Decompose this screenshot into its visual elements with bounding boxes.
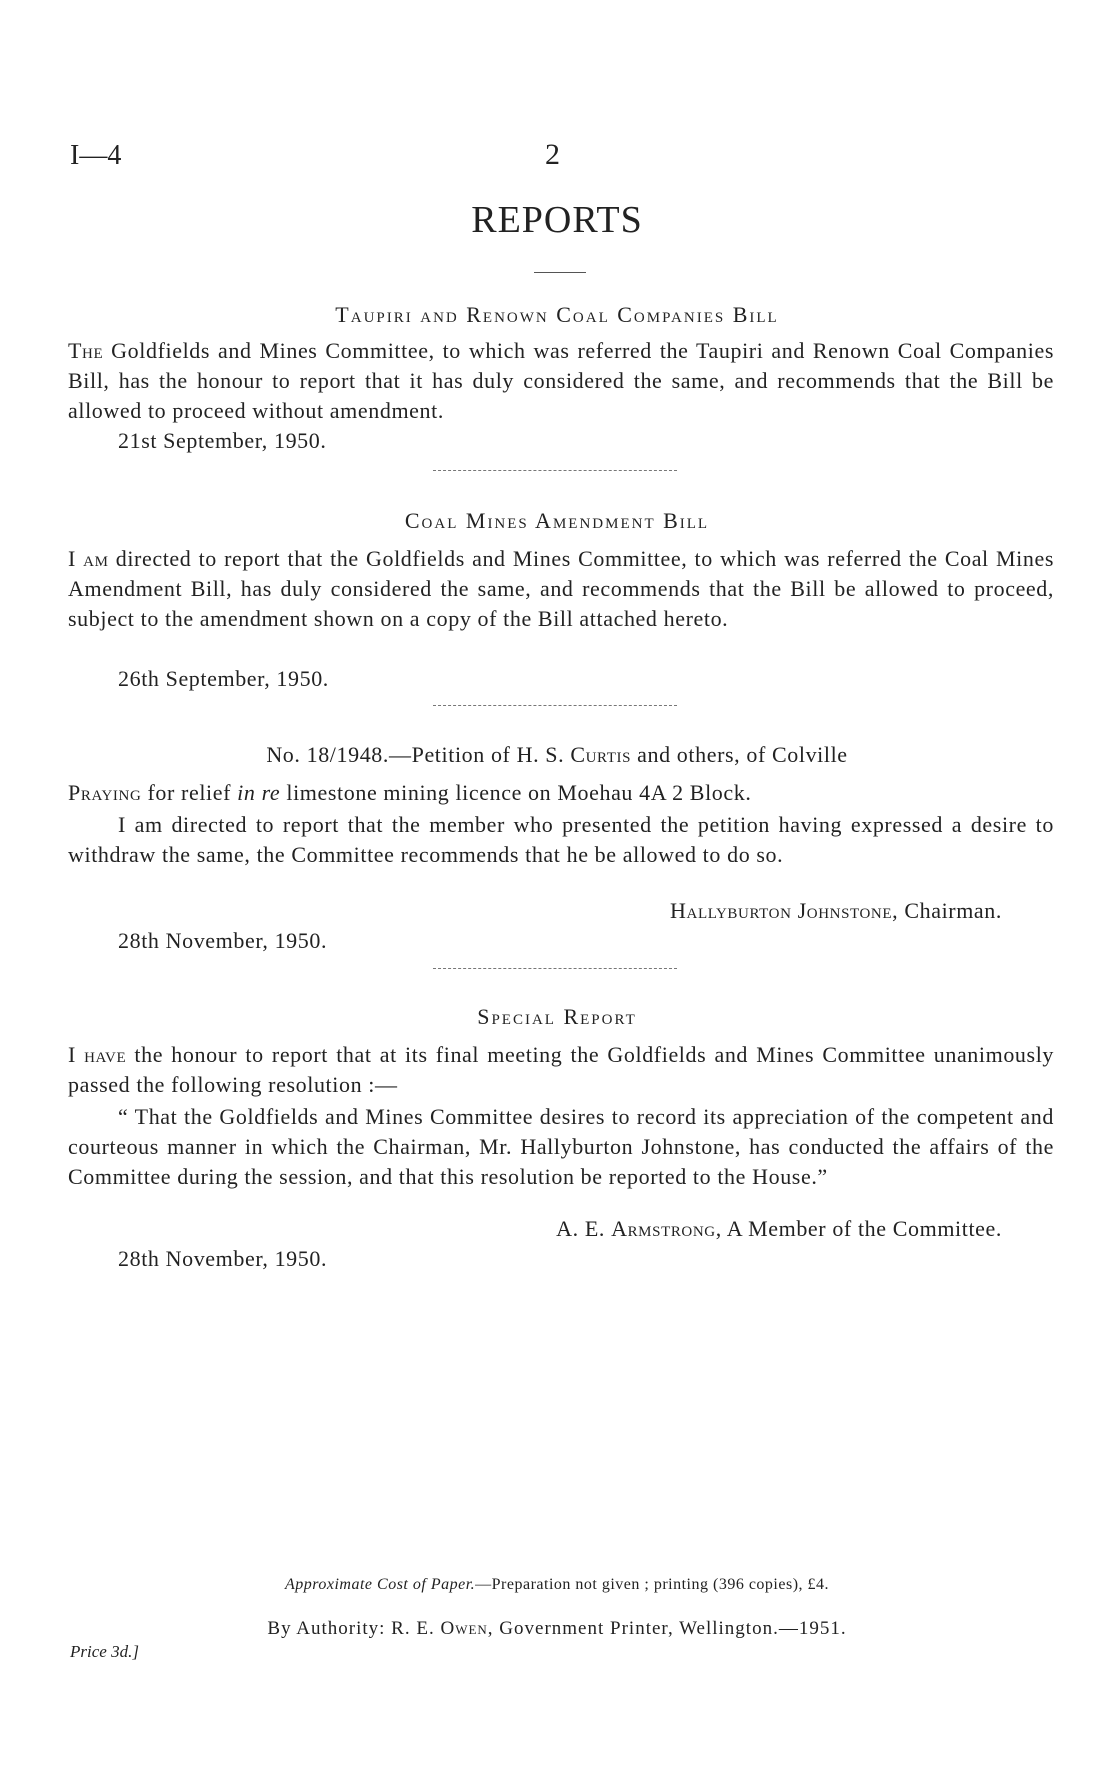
special-report-resolution: “ That the Goldfields and Mines Committee desires to record its appreciation of the competent and courteous manner in which the Chairman, Mr. Hallyburton Johnstone, has conducted the affairs of the Committee during the session, and that this resolution be reported to the House.” <box>68 1104 1054 1189</box>
petition-prayer <box>68 778 1054 808</box>
section-date-coal-mines: 26th September, 1950. <box>118 666 329 691</box>
section-body-coal-mines <box>68 544 1054 634</box>
section-divider <box>433 968 677 969</box>
section-date-petition: 28th November, 1950. <box>118 928 328 953</box>
special-report-body <box>68 1040 1054 1100</box>
section-divider <box>433 470 677 471</box>
heading-name: Curtis <box>570 742 632 767</box>
lead-word: I have <box>68 1042 127 1067</box>
lead-word: I am <box>68 546 109 571</box>
page-reference: I—4 <box>70 140 122 171</box>
section-divider <box>433 705 677 706</box>
printer-name: Owen <box>440 1618 488 1639</box>
section-heading-petition <box>0 742 1114 768</box>
heading-tail: and others, of Colville <box>631 742 848 767</box>
petition-body: I am directed to report that the member who presented the petition having expressed a desire to withdraw the same, the Committee recommends that he be allowed to do so. <box>68 812 1054 867</box>
body-text: Goldfields and Mines Committee, to which was referred the Taupiri and Renown Coal Companies Bill, has the honour to report that it has duly considered the same, and recommends that the Bill be allowed to proceed without amendment. <box>68 338 1054 423</box>
section-date-taupiri: 21st September, 1950. <box>118 428 327 453</box>
body-text: for relief <box>141 780 238 805</box>
signature-role: , A Member of the Committee. <box>715 1216 1002 1241</box>
body-text: directed to report that the Goldfields and Mines Committee, to which was referred the Coal Mines Amendment Bill, has duly considered the same, and recommends that the Bill be allowed to proceed, subject to the amendment shown on a copy of the Bill attached hereto. <box>68 546 1054 631</box>
body-text: limestone mining licence on Moehau 4A 2 Block. <box>280 780 752 805</box>
heading-text: No. 18/1948.—Petition of H. S. <box>266 742 571 767</box>
lead-word: Praying <box>68 780 142 805</box>
italic-term: in re <box>237 780 281 805</box>
member-signature <box>556 1216 1002 1242</box>
cost-label: Approximate Cost of Paper. <box>284 1576 476 1593</box>
section-heading-coal-mines: Coal Mines Amendment Bill <box>404 508 710 533</box>
signature-name: Armstrong <box>611 1216 716 1241</box>
section-heading-taupiri: Taupiri and Renown Coal Companies Bill <box>335 302 779 327</box>
signature-name: Hallyburton Johnstone <box>670 898 893 923</box>
section-heading-special-report: Special Report <box>477 1004 637 1029</box>
printer-imprint <box>0 1618 1114 1640</box>
signature-role: , Chairman. <box>892 898 1002 923</box>
section-body-taupiri <box>68 336 1054 426</box>
lead-word: The <box>68 338 104 363</box>
page-number: 2 <box>545 138 560 171</box>
signature-prefix: A. E. <box>556 1216 612 1241</box>
chairman-signature <box>670 898 1002 924</box>
cost-of-paper <box>0 1576 1114 1594</box>
cost-text: —Preparation not given ; printing (396 copies), £4. <box>475 1576 830 1593</box>
title-rule <box>534 272 586 273</box>
body-text: the honour to report that at its final meeting the Goldfields and Mines Committee unanimously passed the following resolution :— <box>68 1042 1055 1097</box>
page-title: REPORTS <box>471 199 643 241</box>
printer-prefix: By Authority: R. E. <box>267 1618 441 1639</box>
price: Price 3d.] <box>70 1642 139 1661</box>
printer-suffix: , Government Printer, Wellington.—1951. <box>487 1618 847 1639</box>
section-date-special-report: 28th November, 1950. <box>118 1246 328 1271</box>
